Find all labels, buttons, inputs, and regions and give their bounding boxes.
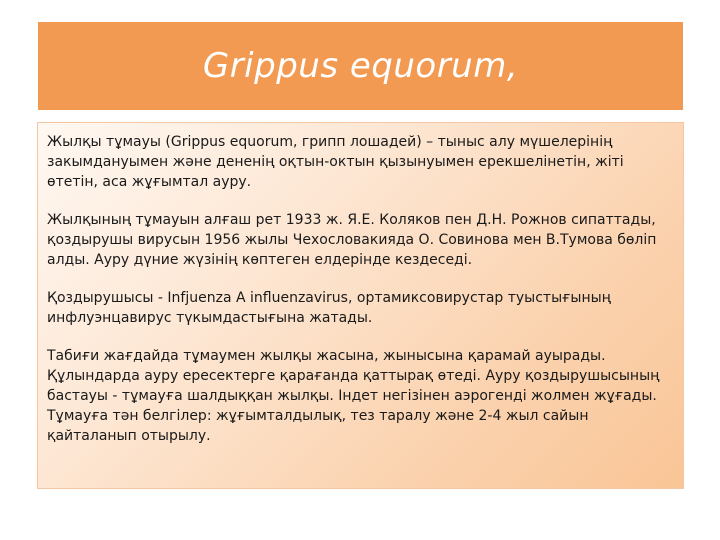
paragraph-definition: Жылқы тұмауы (Grippus equorum, грипп лошадей) – тыныс алу мүшелерінің закымдануымен және дененің оқтын-октын қызынуымен ерекшелінетін, жіті өтетін, аса жұғымтал ауру.	[47, 134, 624, 190]
content-box	[37, 122, 684, 489]
title-bar	[38, 22, 683, 110]
slide-title: Grippus equorum,	[202, 46, 519, 86]
paragraph-history: Жылқының тұмауын алғаш рет 1933 ж. Я.Е. Коляков пен Д.Н. Рожнов сипаттады, қоздырушы вирусын 1956 жылы Чехословакияда О. Совинова мен В.Тумова бөліп алды. Ауру дүние жүзінің көптеген елдерінде кездеседі.	[47, 212, 657, 268]
paragraph-pathogen: Қоздырушысы - Infjuenza A influenzavirus, ортамиксовирустар туыстығының инфлуэнцавирус түкымдастығына жатады.	[47, 290, 611, 326]
paragraph-epizootology: Табиғи жағдайда тұмаумен жылқы жасына, жынысына қарамай ауырады. Құлындарда ауру ересектерге қарағанда қаттырақ өтеді. Ауру қоздырушысының бастауы - тұмауға шалдыққан жылқы. Індет негізінен аэрогенді жолмен жұғады. Тұмауға тән белгілер: жұғымталдылық, тез таралу және 2-4 жыл сайын қайталанып отырылу.	[47, 348, 660, 444]
